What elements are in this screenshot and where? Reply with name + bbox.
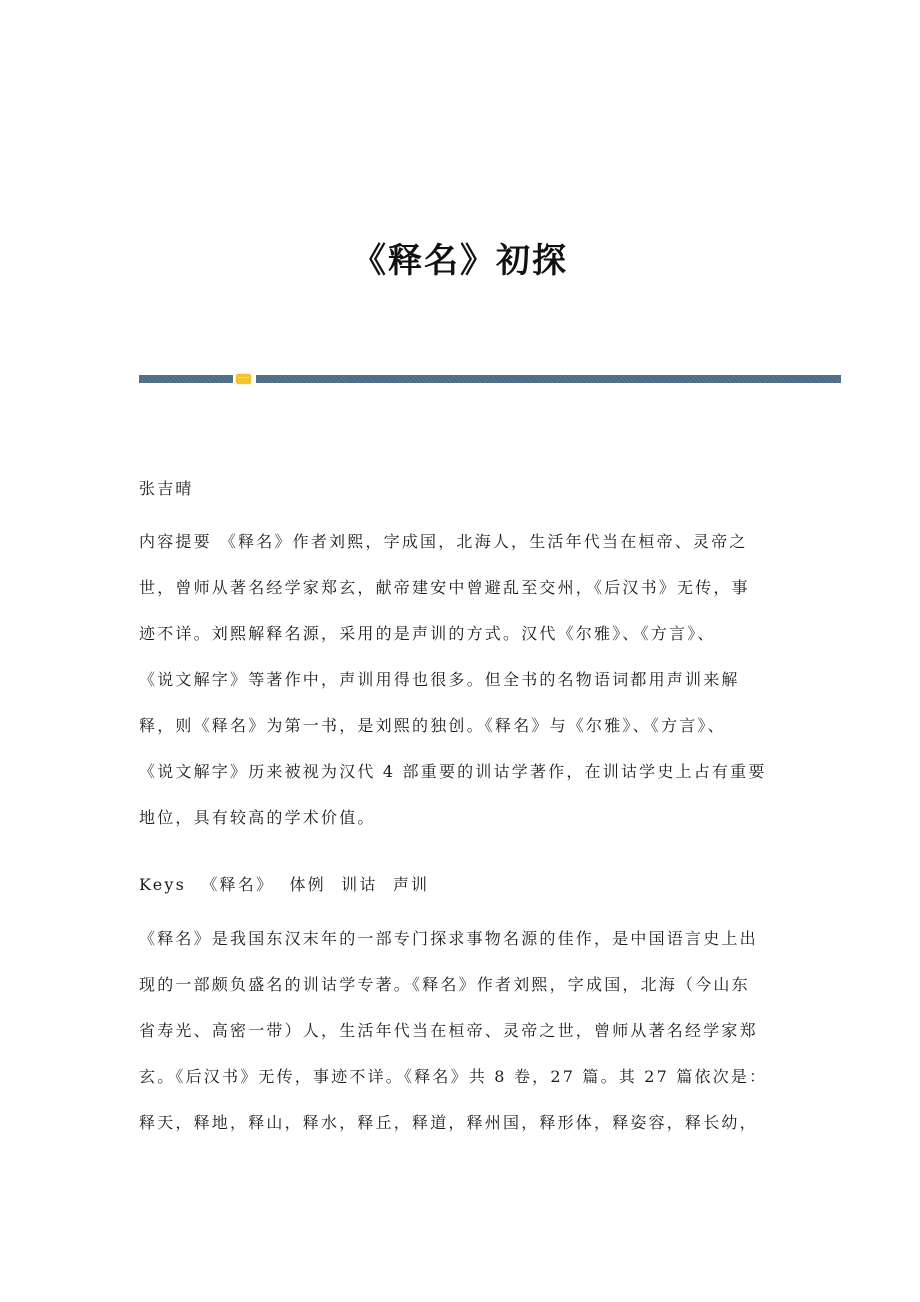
body-line: 《释名》是我国东汉末年的一部专门探求事物名源的佳作，是中国语言史上出 bbox=[139, 929, 758, 948]
keywords bbox=[139, 862, 779, 908]
body-paragraph bbox=[139, 916, 775, 1146]
divider-ornament-icon bbox=[236, 374, 251, 384]
body-line: 省寿光、高密一带）人，生活年代当在桓帝、灵帝之世，曾师从著名经学家郑 bbox=[139, 1021, 758, 1040]
abstract bbox=[139, 519, 775, 841]
keyword: 声训 bbox=[392, 875, 430, 894]
divider-bar-left bbox=[139, 375, 233, 383]
keywords-label: Keys bbox=[139, 875, 187, 894]
author-name: 张吉晴 bbox=[139, 479, 194, 498]
keyword: 《释名》 bbox=[201, 875, 275, 894]
abstract-label: 内容提要 bbox=[139, 532, 212, 551]
body-line: 释天，释地，释山，释水，释丘，释道，释州国，释形体，释姿容，释长幼， bbox=[139, 1113, 758, 1132]
keyword: 体例 bbox=[289, 875, 326, 894]
abstract-line: 地位，具有较高的学术价值。 bbox=[139, 808, 376, 827]
abstract-line: 《说文解字》历来被视为汉代 4 部重要的训诂学著作，在训诂学史上占有重要 bbox=[139, 762, 767, 781]
abstract-text: 《释名》作者刘熙，字成国，北海人，生活年代当在桓帝、灵帝之 bbox=[219, 532, 748, 551]
abstract-line: 世，曾师从著名经学家郑玄，献帝建安中曾避乱至交州，《后汉书》无传，事 bbox=[139, 578, 750, 597]
title-divider bbox=[139, 375, 841, 383]
body-line: 现的一部颇负盛名的训诂学专著。《释名》作者刘熙，字成国，北海（今山东 bbox=[139, 975, 750, 994]
abstract-line: 《说文解字》等著作中，声训用得也很多。但全书的名物语词都用声训来解 bbox=[139, 670, 740, 689]
body-line: 玄。《后汉书》无传，事迹不详。《释名》共 8 卷，27 篇。其 27 篇依次是： bbox=[139, 1067, 768, 1086]
page-title: 《释名》初探 bbox=[352, 240, 568, 281]
keyword: 训诂 bbox=[341, 875, 378, 894]
divider-bar-right bbox=[256, 375, 841, 383]
abstract-line: 迹不详。刘熙解释名源，采用的是声训的方式。汉代《尔雅》、《方言》、 bbox=[139, 624, 716, 643]
abstract-line bbox=[139, 519, 775, 565]
abstract-line: 释，则《释名》为第一书，是刘熙的独创。《释名》与《尔雅》、《方言》、 bbox=[139, 716, 726, 735]
